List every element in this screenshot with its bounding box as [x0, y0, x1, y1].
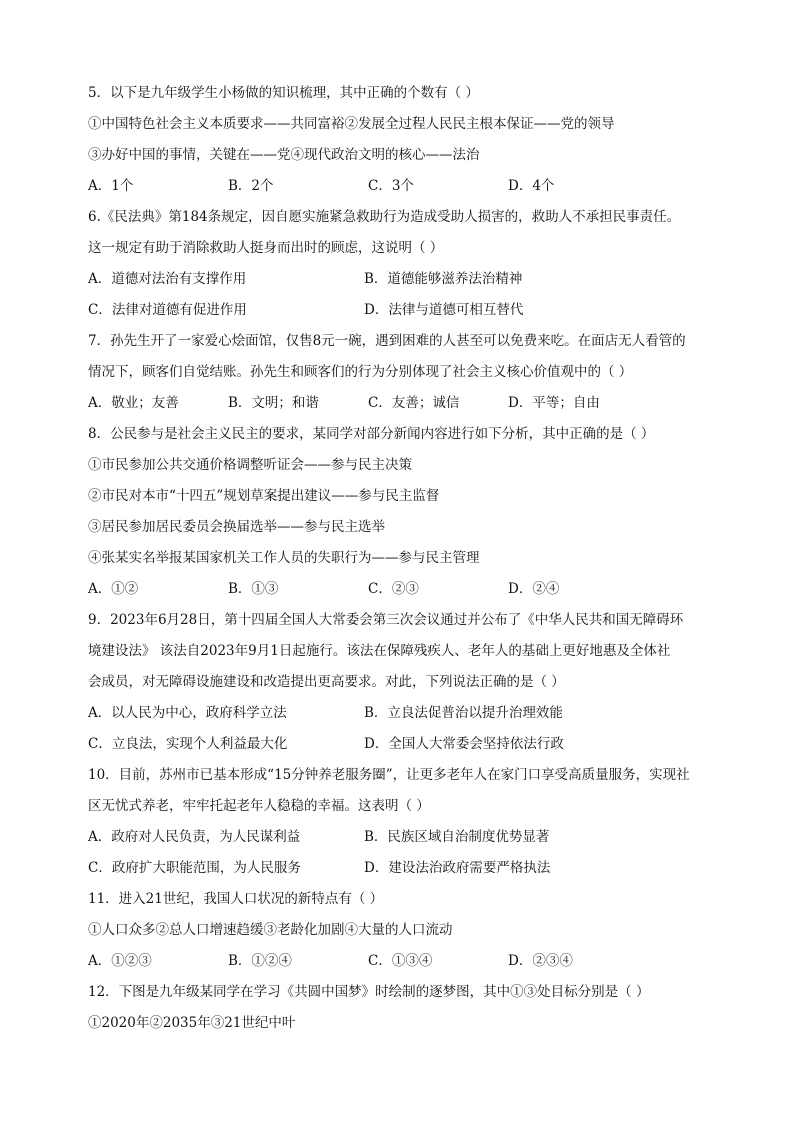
q7-options	[88, 388, 728, 419]
q8-statement-3: ③居民参加居民委员会换届选举——参与民主选举	[88, 519, 385, 535]
q6-options-row-1	[88, 264, 728, 295]
q6-option-d[interactable]: D．法律与道德可相互替代	[364, 302, 524, 318]
q7-option-c[interactable]: C．友善；诚信	[368, 395, 460, 411]
q8-statement-2: ②市民对本市“十四五”规划草案提出建议——参与民主监督	[88, 488, 440, 504]
q5-statement-2: ③办好中国的事情，关键在——党④现代政治文明的核心——法治	[88, 147, 480, 163]
q8-statement-4: ④张某实名举报某国家机关工作人员的失职行为——参与民主管理	[88, 550, 480, 566]
q10-option-a[interactable]: A．政府对人民负责，为人民谋利益	[88, 829, 301, 845]
q9-option-a[interactable]: A．以人民为中心，政府科学立法	[88, 705, 287, 721]
q7-option-d[interactable]: D．平等；自由	[508, 395, 600, 411]
q8-statement-1: ①市民参加公共交通价格调整听证会——参与民主决策	[88, 457, 412, 473]
q11-option-d[interactable]: D．②③④	[508, 953, 573, 969]
q9-option-d[interactable]: D．全国人大常委会坚持依法行政	[364, 736, 564, 752]
q5-option-a[interactable]: A．1个	[88, 178, 134, 194]
q10-option-b[interactable]: B．民族区域自治制度优势显著	[364, 829, 550, 845]
q11-option-b[interactable]: B．①②④	[228, 953, 292, 969]
q10-option-c[interactable]: C．政府扩大职能范围，为人民服务	[88, 860, 301, 876]
q8-option-a[interactable]: A．①②	[88, 581, 139, 597]
q10-stem-2: 区无忧式养老，牢牢托起老年人稳稳的幸福。这表明（ ）	[88, 798, 430, 814]
q8-options	[88, 574, 728, 605]
q5-stem: 5．以下是九年级学生小杨做的知识梳理，其中正确的个数有（ ）	[88, 85, 479, 101]
q5-statement-1: ①中国特色社会主义本质要求——共同富裕②发展全过程人民民主根本保证——党的领导	[88, 116, 615, 132]
q7-stem-1: 7．孙先生开了一家爱心烩面馆，仅售8元一碗，遇到困难的人甚至可以免费来吃。在面店无人看管的	[88, 333, 686, 349]
q9-option-b[interactable]: B．立良法促普治以提升治理效能	[364, 705, 563, 721]
q5-option-c[interactable]: C．3个	[368, 178, 414, 194]
q9-option-c[interactable]: C．立良法，实现个人利益最大化	[88, 736, 288, 752]
q8-option-d[interactable]: D．②④	[508, 581, 560, 597]
q9-options-row-1	[88, 698, 728, 729]
q5-options	[88, 171, 728, 202]
q5-option-d[interactable]: D．4个	[508, 178, 555, 194]
q5-option-b[interactable]: B．2个	[228, 178, 274, 194]
q10-options-row-1	[88, 822, 728, 853]
q6-option-a[interactable]: A．道德对法治有支撑作用	[88, 271, 247, 287]
q8-option-c[interactable]: C．②③	[368, 581, 419, 597]
q6-stem-1: 6.《民法典》第184条规定，因自愿实施紧急救助行为造成受助人损害的，救助人不承担民事责任。	[88, 209, 681, 225]
q9-stem-3: 会成员，对无障碍设施建设和改造提出更高要求。对此，下列说法正确的是（ ）	[88, 674, 565, 690]
q6-option-b[interactable]: B．道德能够滋养法治精神	[364, 271, 523, 287]
q11-options	[88, 946, 728, 977]
q11-statements: ①人口众多②总人口增速趋缓③老龄化加剧④大量的人口流动	[88, 922, 453, 938]
q9-stem-1: 9．2023年6月28日，第十四届全国人大常委会第三次会议通过并公布了《中华人民共和国无障碍环	[88, 612, 684, 628]
q6-options-row-2	[88, 295, 728, 326]
question-list	[88, 78, 728, 1039]
q9-options-row-2	[88, 729, 728, 760]
q11-stem: 11．进入21世纪，我国人口状况的新特点有（ ）	[88, 891, 384, 907]
q11-option-c[interactable]: C．①③④	[368, 953, 433, 969]
q7-option-b[interactable]: B．文明；和谐	[228, 395, 319, 411]
q7-option-a[interactable]: A．敬业；友善	[88, 395, 179, 411]
q10-options-row-2	[88, 853, 728, 884]
q11-option-a[interactable]: A．①②③	[88, 953, 152, 969]
q12-statements: ①2020年②2035年③21世纪中叶	[88, 1015, 296, 1031]
q7-stem-2: 情况下，顾客们自觉结账。孙先生和顾客们的行为分别体现了社会主义核心价值观中的（ ）	[88, 364, 633, 380]
q12-stem: 12．下图是九年级某同学在学习《共圆中国梦》时绘制的逐梦图，其中①③处目标分别是（ ）	[88, 984, 650, 1000]
q10-stem-1: 10．目前，苏州市已基本形成“15分钟养老服务圈”，让更多老年人在家门口享受高质量服务，实现社	[88, 767, 690, 783]
q6-stem-2: 这一规定有助于消除救助人挺身而出时的顾虑，这说明（ ）	[88, 240, 444, 256]
q6-option-c[interactable]: C．法律对道德有促进作用	[88, 302, 247, 318]
q10-option-d[interactable]: D．建设法治政府需要严格执法	[364, 860, 551, 876]
q8-stem: 8．公民参与是社会主义民主的要求，某同学对部分新闻内容进行如下分析，其中正确的是（ ）	[88, 426, 655, 442]
q8-option-b[interactable]: B．①③	[228, 581, 279, 597]
q9-stem-2: 境建设法》 该法自2023年9月1日起施行。该法在保障残疾人、老年人的基础上更好地惠及全体社	[88, 643, 671, 659]
